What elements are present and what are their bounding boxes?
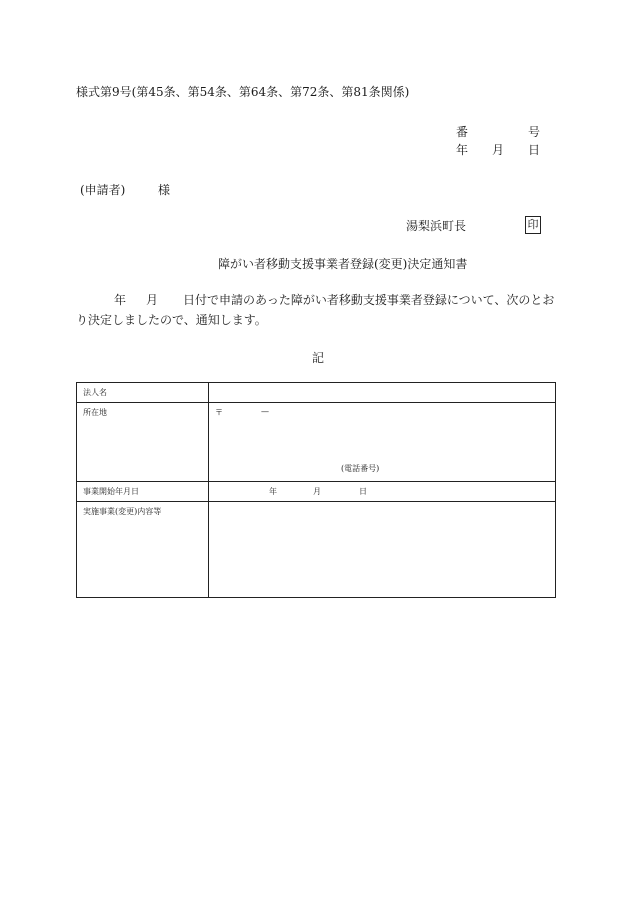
start-date-value — [209, 482, 556, 502]
table-row — [77, 482, 556, 502]
number-label-2: 号 — [528, 125, 541, 139]
applicant-label: (申請者) — [80, 183, 126, 197]
location-label: 所在地 — [77, 403, 209, 482]
start-year: 年 — [269, 487, 277, 496]
record-label: 記 — [312, 351, 325, 365]
document-title: 障がい者移動支援事業者登録(変更)決定通知書 — [218, 257, 468, 271]
table-row — [77, 403, 556, 482]
body-year: 年 — [114, 293, 127, 307]
issuer-name: 湯梨浜町長 — [406, 219, 467, 233]
table-row — [77, 502, 556, 598]
seal-mark: 印 — [525, 216, 541, 234]
date-month: 月 — [492, 143, 505, 157]
body-month: 月 — [146, 293, 159, 307]
number-label-1: 番 — [456, 125, 469, 139]
location-value — [209, 403, 556, 482]
table-row — [77, 383, 556, 403]
start-date-label: 事業開始年月日 — [77, 482, 209, 502]
corporation-name-value — [209, 383, 556, 403]
postal-dash: — — [261, 407, 269, 416]
form-number: 様式第9号(第45条、第54条、第64条、第72条、第81条関係) — [76, 85, 410, 99]
implementation-value — [209, 502, 556, 598]
honorific: 様 — [158, 183, 171, 197]
implementation-label: 実施事業(変更)内容等 — [77, 502, 209, 598]
body-line-2: り決定しましたので、通知します。 — [76, 313, 267, 327]
start-month: 月 — [313, 487, 321, 496]
registration-table — [76, 382, 556, 598]
phone-label: (電話番号) — [341, 464, 380, 473]
body-line-1: 日付で申請のあった障がい者移動支援事業者登録について、次のとお — [183, 293, 555, 307]
postal-mark: 〒 — [215, 408, 223, 417]
date-day: 日 — [528, 143, 541, 157]
date-year: 年 — [456, 143, 469, 157]
start-day: 日 — [359, 487, 367, 496]
corporation-name-label: 法人名 — [77, 383, 209, 403]
